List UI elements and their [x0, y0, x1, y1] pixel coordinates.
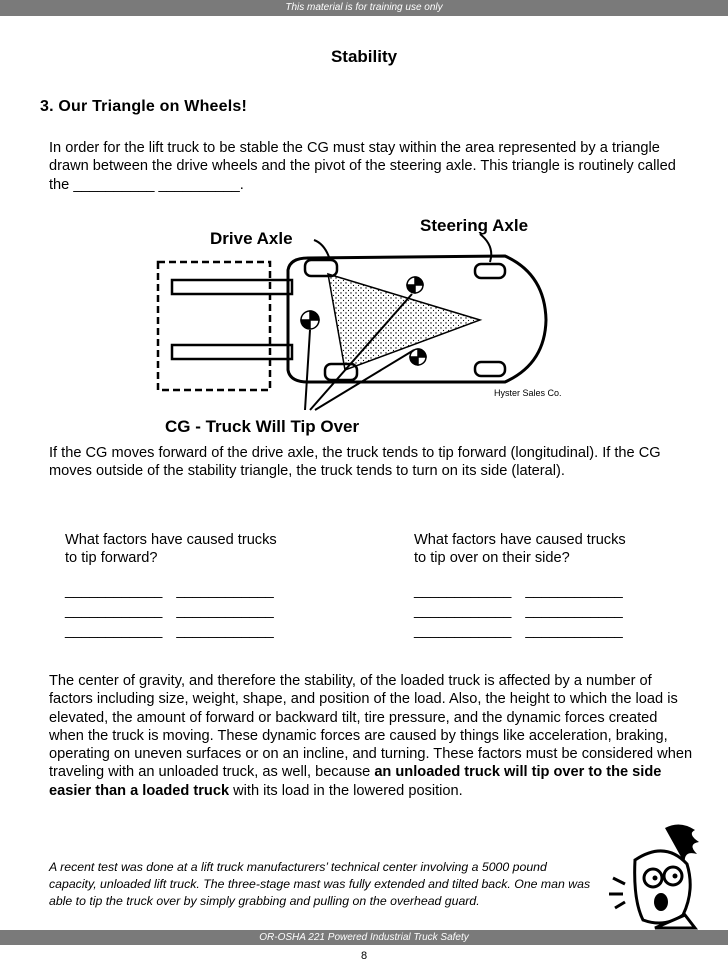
- cg-label: CG - Truck Will Tip Over: [165, 417, 360, 436]
- intro-paragraph: In order for the lift truck to be stable the CG must stay within the area represented by a triangle drawn between the drive wheels and the pivot of the steering axle. This triangle is routinely called the __________ __________.: [49, 140, 676, 193]
- answer-blank[interactable]: ____________: [176, 583, 274, 599]
- footer-banner: OR-OSHA 221 Powered Industrial Truck Safety: [0, 930, 728, 945]
- steering-axle-pointer: [480, 234, 491, 262]
- cartoon-character-illustration: [595, 820, 710, 930]
- question-right-line1: What factors have caused trucks: [414, 532, 626, 548]
- answer-blank[interactable]: ____________: [414, 623, 512, 639]
- paragraph-text-after: with its load in the lowered position.: [229, 782, 463, 799]
- cg-marker-top: [407, 277, 423, 293]
- section-heading: 3. Our Triangle on Wheels!: [40, 98, 248, 115]
- page-number: 8: [360, 950, 368, 962]
- answer-blank[interactable]: ____________: [414, 583, 512, 599]
- test-note: A recent test was done at a lift truck manufacturers’ technical center involving a 5000 pound capacity, unloaded lift truck. The three-stage mast was fully extended and tilted back. One man was able to tip the truck over by simply grabbing and pulling on the overhead guard.: [49, 860, 591, 908]
- question-left-line1: What factors have caused trucks: [65, 532, 277, 548]
- question-right-line2: to tip over on their side?: [414, 550, 570, 566]
- answer-blank[interactable]: ____________: [414, 603, 512, 619]
- question-tip-side: [414, 531, 626, 641]
- answer-blank[interactable]: ____________: [65, 603, 163, 619]
- answer-blank[interactable]: ____________: [65, 583, 163, 599]
- figure-credit: Hyster Sales Co.: [494, 388, 562, 398]
- cg-paragraph: If the CG moves forward of the drive axle, the truck tends to tip forward (longitudinal). If the CG moves outside of the stability triangle, the truck tends to turn on its side (lateral).: [49, 445, 661, 480]
- cg-arrow-1: [305, 330, 310, 410]
- question-tip-forward: [65, 531, 277, 641]
- steering-axle-label: Steering Axle: [420, 216, 529, 235]
- stability-factors-paragraph: [49, 672, 694, 800]
- lower-fork: [172, 345, 292, 359]
- cg-marker-left: [301, 311, 319, 329]
- answer-blank[interactable]: ____________: [176, 603, 274, 619]
- steering-wheel-top: [475, 264, 505, 278]
- answer-blank[interactable]: ____________: [176, 623, 274, 639]
- answer-blank[interactable]: ____________: [65, 623, 163, 639]
- steering-wheel-bottom: [475, 362, 505, 376]
- paragraph-text-before: The center of gravity, and therefore the stability, of the loaded truck is affected by a number of factors including size, weight, shape, and position of the load. Also, the height to which the load is elevated, the amount of forward or backward tilt, tire pressure, and the dynamic forces created when the truck is moving. These dynamic forces are caused by things like acceleration, braking, operating on uneven surfaces or on an incline, and turning. These factors must be considered when traveling with an unloaded truck, as well, because: [49, 673, 693, 781]
- answer-blank[interactable]: ____________: [525, 623, 623, 639]
- page-title: Stability: [330, 47, 398, 66]
- question-left-line2: to tip forward?: [65, 550, 158, 566]
- answer-blank[interactable]: ____________: [525, 603, 623, 619]
- top-banner: This material is for training use only: [0, 0, 728, 16]
- stability-triangle-diagram: [150, 212, 580, 438]
- answer-blanks-left: [65, 581, 277, 641]
- paragraph-emphasis: an unloaded truck will tip over to the side easier than a loaded truck: [49, 764, 662, 799]
- drive-wheel-top: [305, 260, 337, 276]
- answer-blank[interactable]: ____________: [525, 583, 623, 599]
- drive-axle-label: Drive Axle: [210, 229, 293, 248]
- upper-fork: [172, 280, 292, 294]
- answer-blanks-right: [414, 581, 626, 641]
